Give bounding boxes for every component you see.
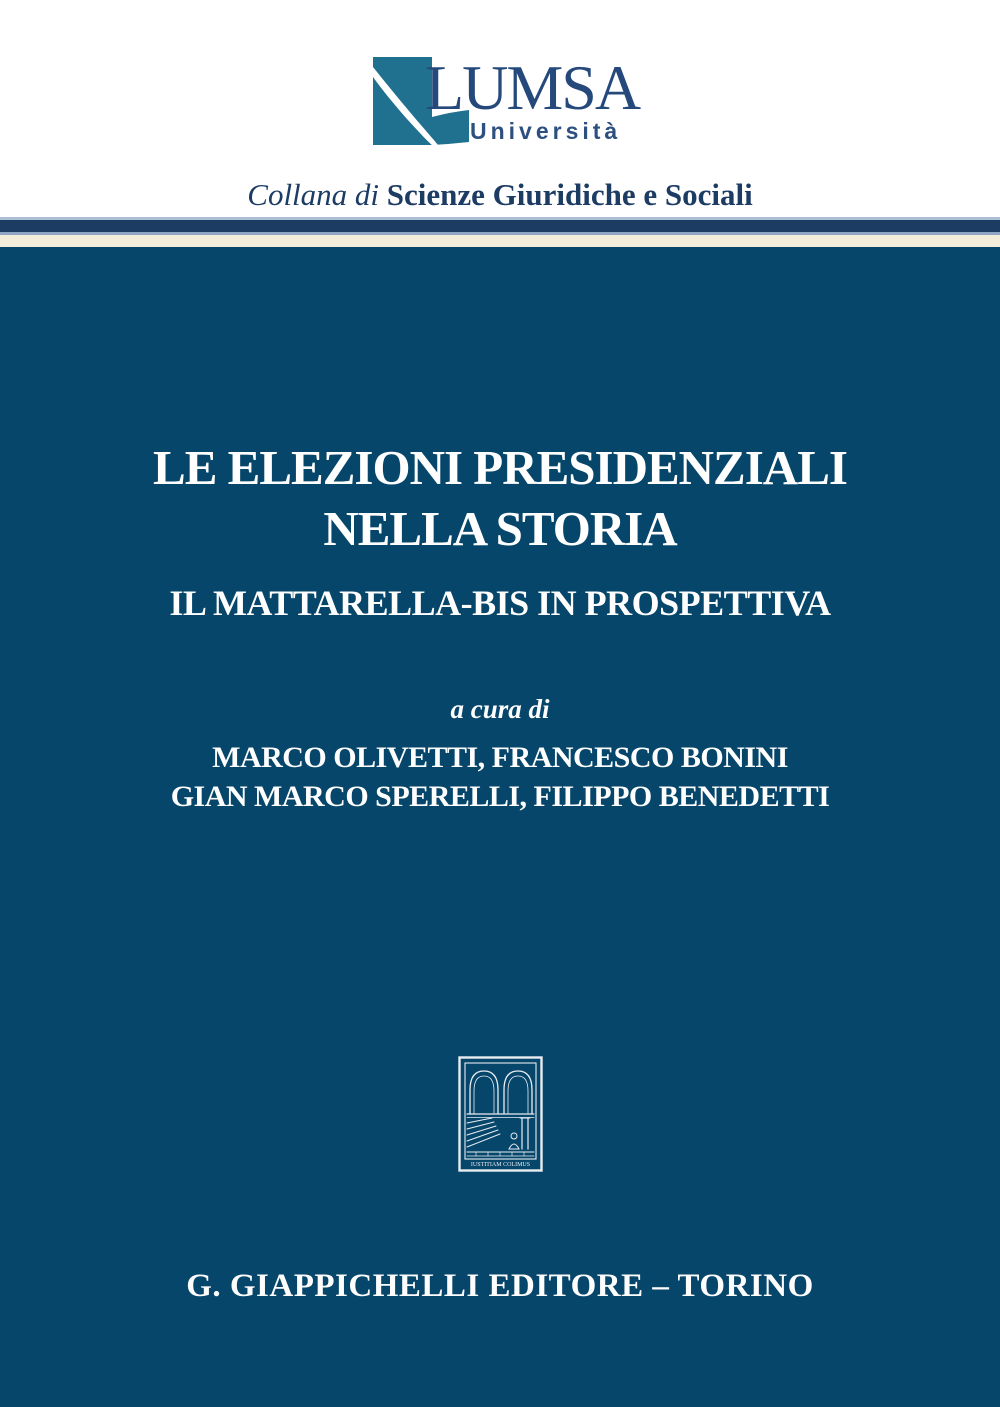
series-title-italic: Collana di — [247, 177, 380, 212]
lumsa-subtitle: Università — [470, 118, 622, 144]
book-title-line1: LE ELEZIONI PRESIDENZIALI — [153, 440, 847, 495]
lumsa-wordmark: LUMSA — [425, 52, 640, 123]
editors-line1: MARCO OLIVETTI, FRANCESCO BONINI — [212, 741, 788, 774]
rule-cream-stripe — [0, 235, 1000, 247]
editors-names — [0, 738, 1000, 816]
book-title-line2: NELLA STORIA — [323, 501, 677, 556]
giappichelli-emblem-icon — [458, 1056, 543, 1172]
publisher-imprint: G. GIAPPICHELLI EDITORE – TORINO — [186, 1268, 814, 1304]
book-subtitle: IL MATTARELLA-BIS IN PROSPETTIVA — [169, 583, 831, 623]
series-title — [0, 178, 1000, 212]
emblem-motto: IUSTITIAM COLIMUS — [470, 1162, 531, 1168]
editors-prefix: a cura di — [450, 694, 550, 724]
editors-line2: GIAN MARCO SPERELLI, FILIPPO BENEDETTI — [170, 780, 830, 813]
lumsa-logo — [373, 48, 643, 150]
rule-dark-navy — [0, 220, 1000, 232]
cover-header — [0, 0, 1000, 217]
series-title-bold: Scienze Giuridiche e Sociali — [386, 177, 753, 212]
book-title — [0, 437, 1000, 559]
